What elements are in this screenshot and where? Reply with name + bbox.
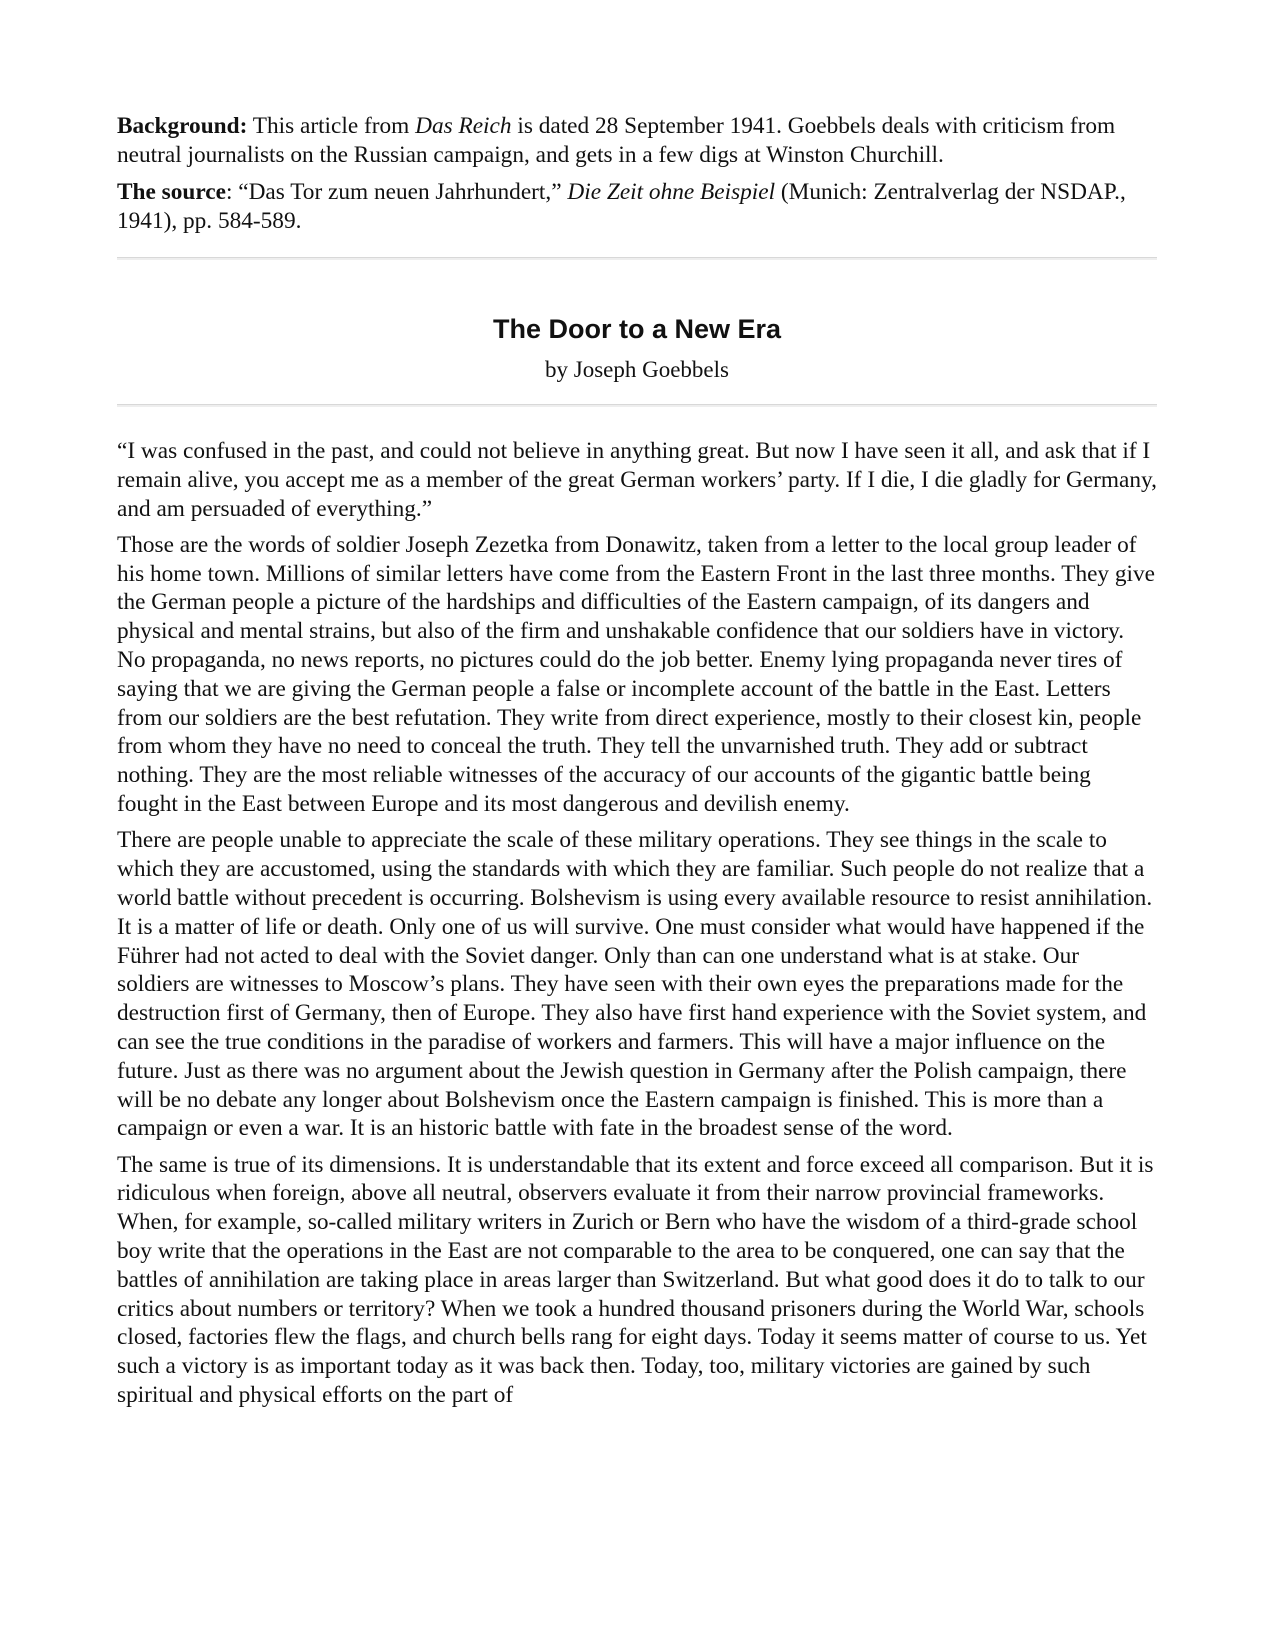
article-title: The Door to a New Era	[492, 314, 782, 344]
paragraph: “I was confused in the past, and could not believe in anything great. But now I have seen it all, and ask that if I remain alive, you accept me as a member of the great German workers’ party. If I die, I die gladly for Germany, and am persuaded of everything.”	[117, 438, 1157, 522]
paragraph: Those are the words of soldier Joseph Zezetka from Donawitz, taken from a letter to the local group leader of his home town. Millions of similar letters have come from the Eastern Front in the last three months. They give the German people a picture of the hardships and difficulties of the Eastern campaign, of its dangers and physical and mental strains, but also of the firm and unshakable confidence that our soldiers have in victory. No propaganda, no news reports, no pictures could do the job better. Enemy lying propaganda never tires of saying that we are giving the German people a false or incomplete account of the battle in the East. Letters from our soldiers are the best refutation. They write from direct experience, mostly to their closest kin, people from whom they have no need to conceal the truth. They tell the unvarnished truth. They add or subtract nothing. They are the most reliable witnesses of the accuracy of our accounts of the gigantic battle being fought in the East between Europe and its most dangerous and devilish enemy.	[117, 531, 1156, 818]
source-book-title: Die Zeit ohne Beispiel	[567, 179, 776, 205]
title-block	[117, 260, 1157, 404]
source-label: The source	[117, 179, 226, 205]
paragraph: The same is true of its dimensions. It is understandable that its extent and force exceed all comparison. But it is ridiculous when foreign, above all neutral, observers evaluate it from their narrow provincial frameworks. When, for example, so-called military writers in Zurich or Bern who have the wisdom of a third-grade school boy write that the operations in the East are not comparable to the area to be conquered, one can say that the battles of annihilation are taking place in areas larger than Switzerland. But what good does it do to talk to our critics about numbers or territory? When we took a hundred thousand prisoners during the World War, schools closed, factories flew the flags, and church bells rang for eight days. Today it seems matter of course to us. Yet such a victory is as important today as it was back then. Today, too, military victories are gained by such spiritual and physical efforts on the part of	[117, 1151, 1154, 1408]
paragraph: There are people unable to appreciate the scale of these military operations. They see things in the scale to which they are accustomed, using the standards with which they are familiar. Such people do not realize that a world battle without precedent is occurring. Bolshevism is using every available resource to resist annihilation. It is a matter of life or death. Only one of us will survive. One must consider what would have happened if the Führer had not acted to deal with the Soviet danger. Only than can one understand what is at stake. Our soldiers are witnesses to Moscow’s plans. They have seen with their own eyes the preparations made for the destruction first of Germany, then of Europe. They also have first hand experience with the Soviet system, and can see the true conditions in the paradise of workers and farmers. This will have a major influence on the future. Just as there was no argument about the Jewish question in Germany after the Polish campaign, there will be no debate any longer about Bolshevism once the Eastern campaign is finished. This is more than a campaign or even a war. It is an historic battle with fate in the broadest sense of the word.	[117, 827, 1153, 1142]
article-body	[117, 407, 1157, 1410]
background-note: Background: This article from Das Reich is dated 28 September 1941. Goebbels deals with criticism from neutral journalists on the Russian campaign, and gets in a few digs at Winston Churchill.	[117, 113, 1116, 168]
source-note: The source: “Das Tor zum neuen Jahrhundert,” Die Zeit ohne Beispiel (Munich: Zentralverlag der NSDAP., 1941), pp. 584-589.	[117, 179, 1126, 234]
background-label: Background:	[117, 113, 248, 139]
publication-name: Das Reich	[415, 113, 512, 139]
header-notes	[117, 112, 1157, 236]
article-byline: by Joseph Goebbels	[545, 357, 729, 382]
document-page	[117, 112, 1157, 1417]
